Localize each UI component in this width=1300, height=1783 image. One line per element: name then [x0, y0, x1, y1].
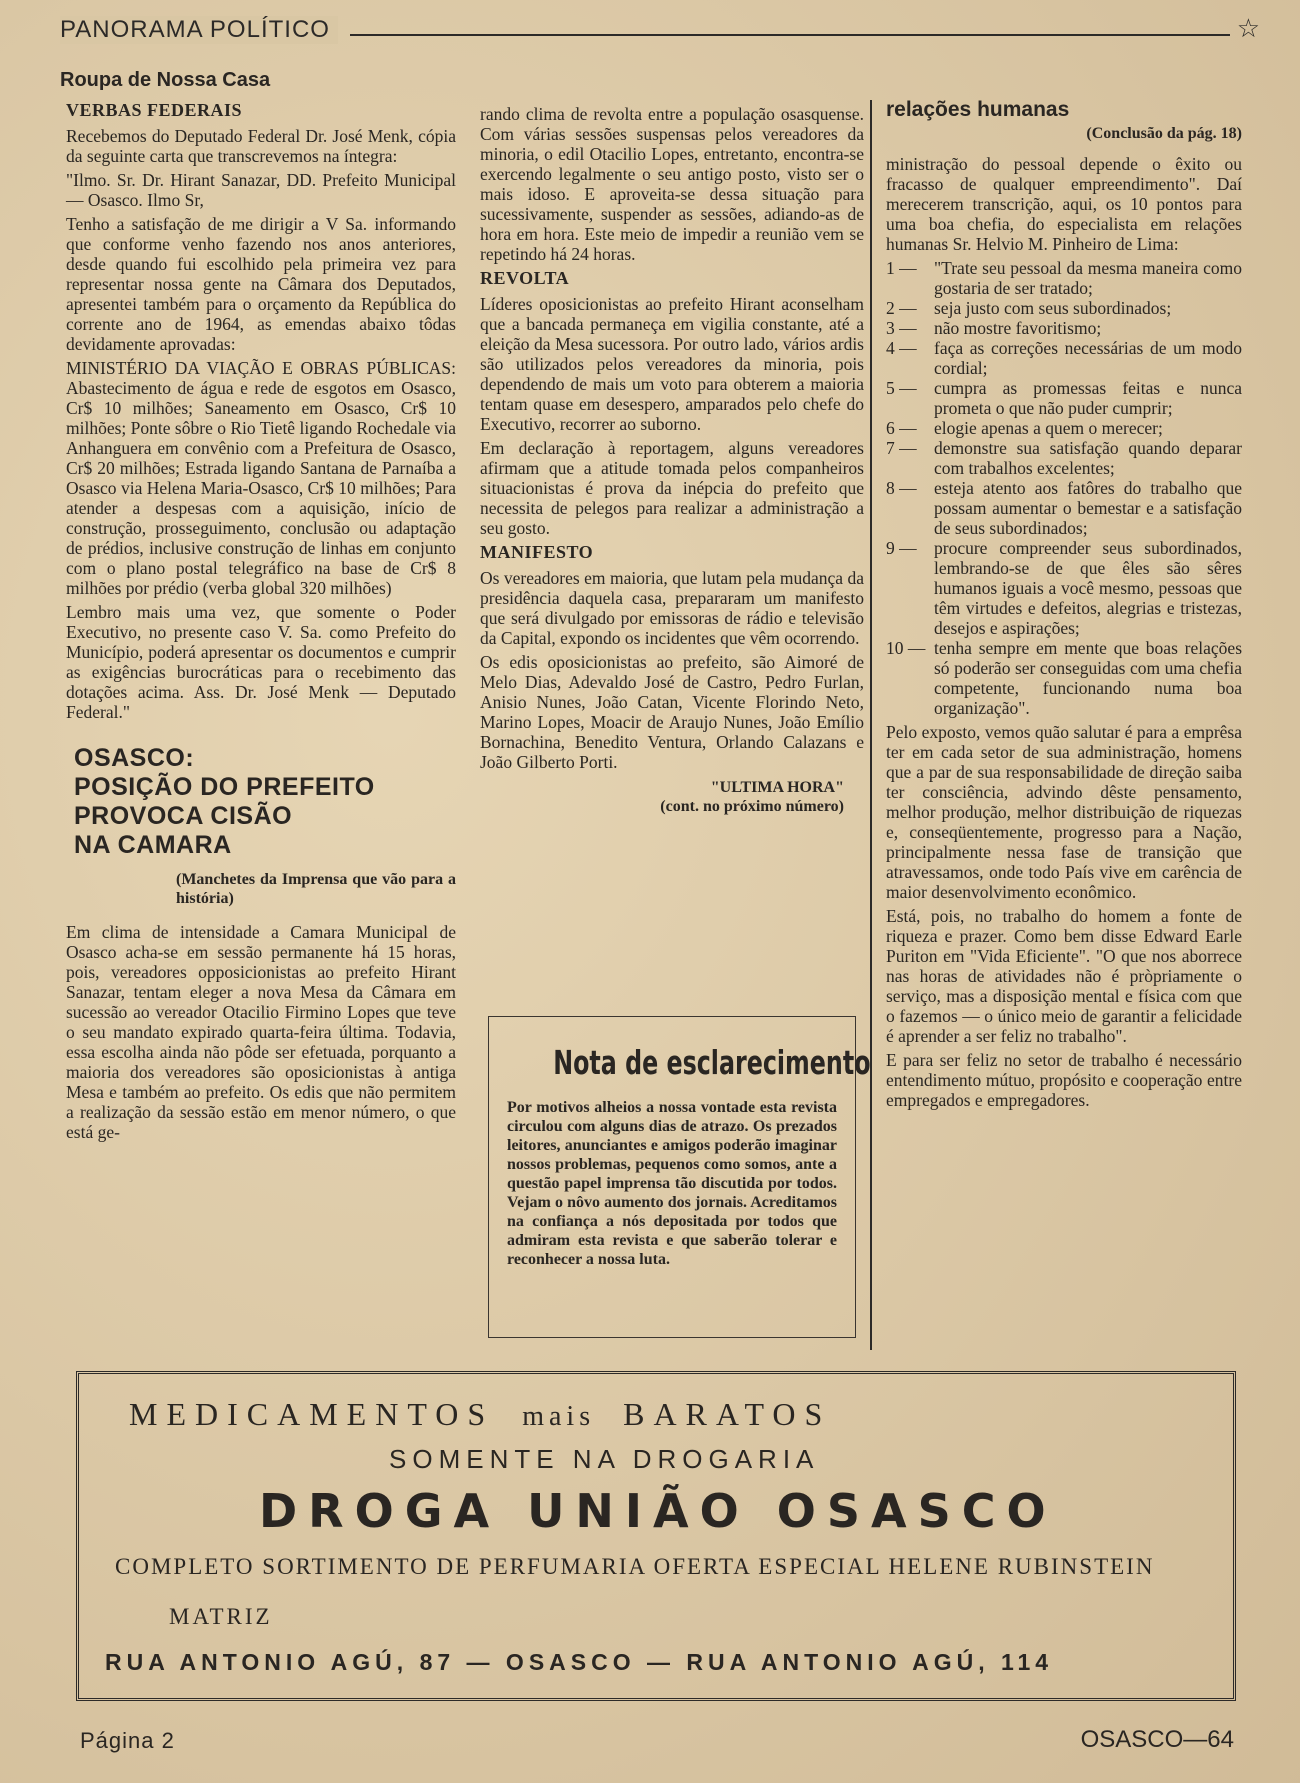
source-signature: [480, 778, 864, 816]
paragraph: MINISTÉRIO DA VIAÇÃO E OBRAS PÚBLICAS: Abastecimento de água e rede de esgotos em Osasco, Cr$ 10 milhões; Saneamento em Osasco, Cr$ 10 milhões; Ponte sôbre o Rio Tietê ligando Rochedale via Anhanguera em convênio com a Prefeitura de Osasco, Cr$ 20 milhões; Estrada ligando Santana de Parnaíba a Osasco via Helena Maria-Osasco, Cr$ 10 milhões; Para atender a despesas com a aquisição, início de construção, prosseguimento, conclusão ou adaptação de prédios, inclusive construção de linhas em conjunto com o plano postal telegráfico na base de Cr$ 8 milhões por prédio (verba global 320 milhões): [66, 358, 456, 598]
headline-line: PROVOCA CISÃO: [74, 802, 293, 830]
paragraph: E para ser feliz no setor de trabalho é necessário entendimento mútuo, propósito e cooperação entre empregados e empregadores.: [886, 1050, 1242, 1110]
article-title: relações humanas: [886, 98, 1070, 121]
column-divider: [870, 100, 872, 1350]
list-item: [886, 478, 1242, 538]
point-text: faça as correções necessárias de um modo cordial;: [934, 338, 1242, 378]
column-middle: [480, 104, 864, 816]
headline-line: OSASCO:: [74, 744, 195, 772]
ad-offer: COMPLETO SORTIMENTO DE PERFUMARIA OFERTA ESPECIAL HELENE RUBINSTEIN: [115, 1554, 1155, 1579]
list-item: [886, 258, 1242, 298]
ten-points-list: [886, 258, 1242, 718]
point-number: 4 —: [886, 338, 917, 358]
point-number: 5 —: [886, 378, 917, 398]
continuation-ref: (Conclusão da pág. 18): [1086, 125, 1242, 142]
issue-label: OSASCO—64: [1080, 1726, 1234, 1753]
column-kicker: Roupa de Nossa Casa: [60, 69, 271, 91]
paragraph: Líderes oposicionistas ao prefeito Hirant aconselham que a bancada permaneça em vigilia constante, até a eleição da Mesa sucessora. Por outro lado, vários ardis são utilizados pelos vereadores da minoria, pois dependendo de mais um voto para obterem a maioria tentam quase em desespero, amparados pelo chefe do Executivo, recorrer ao suborno.: [480, 294, 864, 434]
ad-store-name: DROGA UNIÃO OSASCO: [259, 1484, 1057, 1538]
paragraph: Tenho a satisfação de me dirigir a V Sa. informando que conforme venho fazendo nos anos anteriores, desde quando fui escolhido pela primeira vez para representar nossa gente na Câmara dos Deputados, apresentei também para o orçamento da República do corrente ano de 1964, as emendas abaixo tôdas devidamente aprovadas:: [66, 214, 456, 354]
ad-branch-label: MATRIZ: [169, 1604, 273, 1629]
point-text: cumpra as promessas feitas e nunca prometa o que não puder cumprir;: [934, 378, 1242, 418]
list-item: [886, 638, 1242, 718]
point-text: esteja atento aos fatôres do trabalho que possam aumentar o bemestar e a satisfação de seus subordinados;: [934, 478, 1242, 538]
paragraph: Em clima de intensidade a Camara Municipal de Osasco acha-se em sessão permanente há 15 horas, pois, vereadores opposicionistas ao prefeito Hirant Sanazar, tentam eleger a nova Mesa da Câmara em sucessão ao vereador Otacilio Firmino Lopes que teve o seu mandato expirado quarta-feira última. Todavia, essa escolha ainda não pôde ser efetuada, porquanto a maioria dos vereadores são oposicionistas à antiga Mesa e também ao prefeito. Os edis que não permitem a realização da sessão estão em menor número, o que está ge-: [66, 922, 456, 1142]
paragraph: ministração do pessoal depende o êxito ou fracasso de qualquer empreendimento". Daí merecerem transcrição, aqui, os 10 pontos para uma boa chefia, do especialista em relações humanas Sr. Helvio M. Pinheiro de Lima:: [886, 154, 1242, 254]
headline-source: (Manchetes da Imprensa que vão para a história): [176, 871, 456, 907]
star-icon: ☆: [1236, 14, 1260, 43]
paragraph: Recebemos do Deputado Federal Dr. José Menk, cópia da seguinte carta que transcrevemos na íntegra:: [66, 126, 456, 166]
point-text: não mostre favoritismo;: [934, 318, 1102, 338]
paragraph: "Ilmo. Sr. Dr. Hirant Sanazar, DD. Prefeito Municipal — Osasco. Ilmo Sr,: [66, 170, 456, 210]
paragraph: Os vereadores em maioria, que lutam pela mudança da presidência daquela casa, prepararam um manifesto que será divulgado por emissoras de rádio e televisão da Capital, expondo os incidentes que vêm ocorrendo.: [480, 568, 864, 648]
source-name: "ULTIMA HORA": [710, 779, 844, 796]
list-item: [886, 438, 1242, 478]
ad-slogan-part: MEDICAMENTOS: [129, 1396, 495, 1432]
list-item: [886, 378, 1242, 418]
ad-subline: SOMENTE NA DROGARIA: [389, 1444, 820, 1474]
point-text: tenha sempre em mente que boas relações só poderão ser conseguidas com uma chefia competente, funcionando numa boa organização".: [934, 638, 1242, 718]
column-right: [886, 100, 1242, 1114]
ad-addresses: RUA ANTONIO AGÚ, 87 — OSASCO — RUA ANTONIO AGÚ, 114: [105, 1649, 1054, 1675]
osasco-headline: [74, 744, 456, 860]
headline-line: POSIÇÃO DO PREFEITO: [74, 773, 375, 801]
point-number: 8 —: [886, 478, 917, 498]
header-rule: [350, 34, 1230, 36]
point-number: 3 —: [886, 318, 917, 338]
paragraph: Em declaração à reportagem, alguns vereadores afirmam que a atitude tomada pelos companheiros situacionistas é prova da inépcia do prefeito que necessita de pelegos para realizar a administração a seu gosto.: [480, 438, 864, 538]
section-title: PANORAMA POLÍTICO: [60, 16, 338, 44]
headline-line: NA CAMARA: [74, 831, 232, 859]
ad-slogan-part: BARATOS: [623, 1396, 832, 1432]
ad-slogan-part: mais: [522, 1401, 596, 1432]
ad-slogan: [129, 1396, 831, 1433]
continuation-note: (cont. no próximo número): [660, 798, 844, 815]
subhead-revolta: REVOLTA: [480, 268, 570, 288]
page-number: Página 2: [80, 1728, 175, 1753]
point-number: 9 —: [886, 538, 917, 558]
subhead-manifesto: MANIFESTO: [480, 542, 594, 562]
point-text: "Trate seu pessoal da mesma maneira como gostaria de ser tratado;: [934, 258, 1242, 298]
point-text: seja justo com seus subordinados;: [934, 298, 1172, 318]
list-item: [886, 318, 1242, 338]
point-number: 6 —: [886, 418, 917, 438]
clarification-note-box: [488, 1016, 871, 1338]
note-title: Nota de esclarecimento: [553, 1043, 871, 1082]
list-item: [886, 338, 1242, 378]
point-number: 1 —: [886, 258, 917, 278]
list-item: [886, 538, 1242, 638]
subhead-verbas: VERBAS FEDERAIS: [66, 100, 243, 120]
paragraph: rando clima de revolta entre a população osasquense. Com várias sessões suspensas pelos vereadores da minoria, o edil Otacilio Lopes, entretanto, encontra-se exercendo legalmente o seu antigo posto, visto ser o mais idoso. E aproveita-se dessa situação para sucessivamente, suspender as sessões, adiando-as de hora em hora. Este meio de impedir a reunião vem se repetindo há 24 horas.: [480, 104, 864, 264]
point-text: elogie apenas a quem o merecer;: [934, 418, 1163, 438]
point-text: demonstre sua satisfação quando deparar com trabalhos excelentes;: [934, 438, 1242, 478]
paragraph: Lembro mais uma vez, que somente o Poder Executivo, no presente caso V. Sa. como Prefeito do Município, poderá apresentar os documentos e cumprir as exigências burocráticas para o recebimento das dotações acima. Ass. Dr. José Menk — Deputado Federal.": [66, 602, 456, 722]
page-header: [60, 12, 1260, 48]
paragraph: Está, pois, no trabalho do homem a fonte de riqueza e prazer. Como bem disse Edward Earle Puriton em "Vida Eficiente". "O que nos aborrece nas horas de atividades não é pròpriamente o serviço, mas a disposição mental e física com que o fazemos — o único meio de garantir a felicidade é aprender a ser feliz no trabalho".: [886, 906, 1242, 1046]
column-left: [60, 69, 456, 1146]
pharmacy-advertisement: [76, 1371, 1236, 1701]
paragraph: Os edis oposicionistas ao prefeito, são Aimoré de Melo Dias, Adevaldo José de Castro, Pedro Furlan, Anisio Nunes, João Catan, Vicente Florindo Neto, Marino Lopes, Moacir de Araujo Nunes, João Emílio Bornachina, Benedito Ventura, Orlando Calazans e João Gilberto Porti.: [480, 652, 864, 772]
point-number: 10 —: [886, 638, 926, 658]
list-item: [886, 298, 1242, 318]
list-item: [886, 418, 1242, 438]
paragraph: Pelo exposto, vemos quão salutar é para a emprêsa ter em cada setor de sua administração, homens que a par de sua responsabilidade de direção saiba ter consciência, advindo dêste pensamento, melhor produção, melhor distribuição de riquezas e, conseqüentemente, progresso para a Nação, principalmente nessa fase de transição que atravessamos, onde todo País vive em carência de maior desenvolvimento econômico.: [886, 722, 1242, 902]
point-number: 7 —: [886, 438, 917, 458]
point-number: 2 —: [886, 298, 917, 318]
point-text: procure compreender seus subordinados, lembrando-se de que êles são sêres humanos iguais a você mesmo, pessoas que têm virtudes e defeitos, alegrias e tristezas, desejos e aspirações;: [934, 538, 1242, 638]
note-body: Por motivos alheios a nossa vontade esta revista circulou com alguns dias de atrazo. Os prezados leitores, anunciantes e amigos poderão imaginar nossos problemas, pequenos como somos, ante a questão papel imprensa tão discutida por todos. Vejam o nôvo aumento dos jornais. Acreditamos na confiança a nós depositada por todos que admiram esta revista e que saberão tolerar e reconhecer a nossa luta.: [507, 1099, 837, 1268]
